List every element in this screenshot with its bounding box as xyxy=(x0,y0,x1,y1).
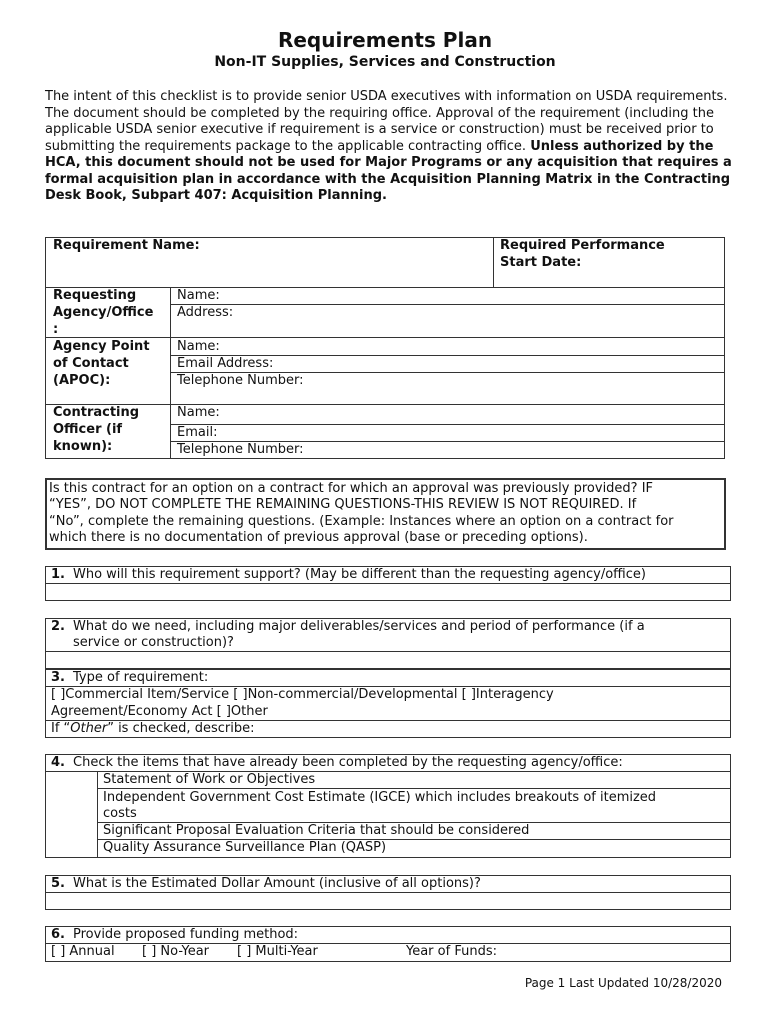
apoc-name-field[interactable]: Name: xyxy=(177,339,220,354)
other-word: Other xyxy=(70,721,108,736)
apoc-phone-field[interactable]: Telephone Number: xyxy=(177,373,304,388)
option-notice-line-1: Is this contract for an option on a contract for which an approval was previously provided? IF xyxy=(49,481,654,496)
other-describe-label xyxy=(51,721,254,738)
question-4-number: 4. xyxy=(51,755,65,770)
apoc-label-2: of Contact xyxy=(53,356,129,371)
co-name-field[interactable]: Name: xyxy=(177,405,220,420)
requesting-label-3: : xyxy=(53,322,59,337)
year-of-funds-label: Year of Funds: xyxy=(406,944,497,959)
checklist-item-qasp: Quality Assurance Surveillance Plan (QASP) xyxy=(103,840,387,855)
requesting-address-field[interactable]: Address: xyxy=(177,305,234,320)
co-label-1: Contracting xyxy=(53,405,140,420)
other-prefix: If “ xyxy=(51,721,71,736)
checklist-item-igce: Independent Government Cost Estimate (IGCE) which includes breakouts of itemized xyxy=(103,790,657,805)
apoc-email-field[interactable]: Email Address: xyxy=(177,356,274,371)
co-label-2: Officer (if xyxy=(53,422,123,437)
requirement-type-options-line-1[interactable]: [ ]Commercial Item/Service [ ]Non-commercial/Developmental [ ]Interagency xyxy=(51,687,554,702)
requesting-name-field[interactable]: Name: xyxy=(177,288,220,303)
funding-noyear-option[interactable]: [ ] No-Year xyxy=(142,944,209,959)
co-label-3: known): xyxy=(53,439,113,454)
question-5-text: What is the Estimated Dollar Amount (inclusive of all options)? xyxy=(73,876,481,891)
question-2-line-2: service or construction)? xyxy=(73,635,234,650)
requirement-name-label: Requirement Name: xyxy=(53,238,200,253)
apoc-label-3: (APOC): xyxy=(53,373,111,388)
question-3-number: 3. xyxy=(51,670,65,685)
option-notice-line-4: which there is no documentation of previous approval (base or preceding options). xyxy=(49,530,588,545)
co-phone-field[interactable]: Telephone Number: xyxy=(177,442,304,457)
checklist-item-sow: Statement of Work or Objectives xyxy=(103,772,316,787)
intro-bold-text: Unless authorized by the HCA, this document should not be used for Major Programs or any acquisition that requires a formal acquisition plan in accordance with the Acquisition Planning Matrix in the Contracting Desk Book, Subpart 407: Acquisition Planning. xyxy=(45,138,732,203)
page-subtitle: Non-IT Supplies, Services and Construction xyxy=(214,54,556,70)
start-date-label-1: Required Performance xyxy=(500,238,665,253)
option-notice-line-3: “No”, complete the remaining questions. (Example: Instances where an option on a contract for xyxy=(49,514,674,529)
question-2-number: 2. xyxy=(51,619,65,634)
question-5-number: 5. xyxy=(51,876,65,891)
funding-multiyear-option[interactable]: [ ] Multi-Year xyxy=(237,944,318,959)
intro-paragraph xyxy=(45,89,735,205)
page-footer: Page 1 Last Updated 10/28/2020 xyxy=(524,976,722,990)
other-suffix: ” is checked, describe: xyxy=(107,721,255,736)
start-date-label-2: Start Date: xyxy=(500,255,582,270)
requesting-label-1: Requesting xyxy=(53,288,137,303)
question-6-number: 6. xyxy=(51,927,65,942)
requirement-type-options-line-2[interactable]: Agreement/Economy Act [ ]Other xyxy=(51,704,268,719)
question-6-text: Provide proposed funding method: xyxy=(73,927,299,942)
checklist-item-igce-cont: costs xyxy=(103,806,137,821)
question-1-text: Who will this requirement support? (May be different than the requesting agency/office) xyxy=(73,567,646,582)
intro-text: The intent of this checklist is to provide senior USDA executives with information on USDA requirements. The document should be completed by the requiring office. Approval of the requirement (including the applicable USDA senior executive if requirement is a service or construction) must be received prior to submitting the requirements package to the applicable contracting office. xyxy=(45,89,728,154)
question-1-number: 1. xyxy=(51,567,65,582)
page-title: Requirements Plan xyxy=(277,28,493,52)
funding-annual-option[interactable]: [ ] Annual xyxy=(51,944,115,959)
question-4-text: Check the items that have already been completed by the requesting agency/office: xyxy=(73,755,623,770)
co-email-field[interactable]: Email: xyxy=(177,425,218,440)
question-2-line-1: What do we need, including major deliverables/services and period of performance (if a xyxy=(73,619,645,634)
requesting-label-2: Agency/Office xyxy=(53,305,154,320)
option-notice-line-2: “YES”, DO NOT COMPLETE THE REMAINING QUESTIONS-THIS REVIEW IS NOT REQUIRED. If xyxy=(49,497,637,512)
question-3-text: Type of requirement: xyxy=(73,670,209,685)
checklist-item-evaluation-criteria: Significant Proposal Evaluation Criteria that should be considered xyxy=(103,823,530,838)
apoc-label-1: Agency Point xyxy=(53,339,150,354)
